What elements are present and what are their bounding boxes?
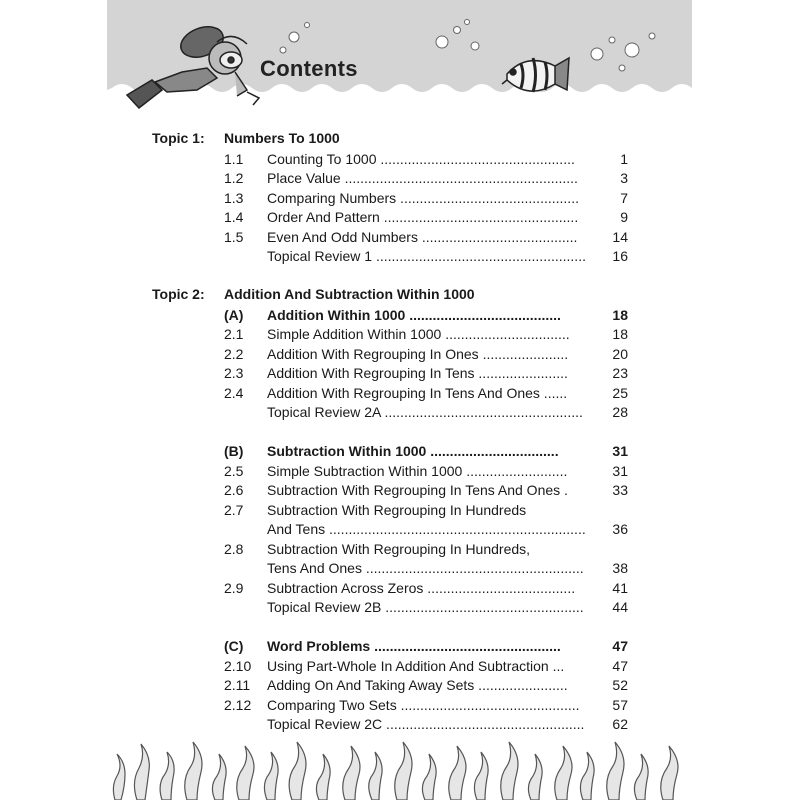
entry-number: 1.3 — [224, 189, 244, 206]
toc-entry[interactable] — [152, 169, 632, 189]
entry-number: 2.6 — [224, 482, 244, 498]
entry-number: 2.2 — [224, 345, 244, 362]
entry-page: 16 — [612, 248, 628, 264]
entry-title: Place Value ............................................................ — [267, 170, 578, 186]
toc-entry[interactable] — [152, 384, 632, 404]
section-title: Addition Within 1000 ....................................... — [267, 306, 561, 323]
entry-title: Subtraction With Regrouping In Hundreds — [267, 501, 527, 518]
toc-entry[interactable] — [152, 462, 632, 482]
toc-entry[interactable] — [152, 696, 632, 716]
entry-number: 2.7 — [224, 501, 244, 518]
spacer — [152, 423, 632, 443]
toc-entry[interactable] — [152, 579, 632, 599]
entry-number: 1.5 — [224, 228, 244, 245]
header-wave-background — [107, 0, 692, 118]
spacer — [152, 267, 632, 287]
seaweed-border — [107, 738, 692, 800]
section-title: Word Problems ................................................ — [267, 638, 561, 654]
entry-page: 23 — [612, 365, 628, 381]
entry-title: Subtraction With Regrouping In Hundreds, — [267, 540, 531, 557]
topic-heading — [152, 286, 632, 306]
section-page: 31 — [612, 443, 628, 459]
topic-label: Topic 2: — [152, 286, 205, 302]
entry-title: Topical Review 2B ................................................... — [267, 599, 584, 615]
entry-page: 28 — [612, 404, 628, 420]
entry-page: 57 — [612, 696, 628, 713]
toc-entry[interactable] — [152, 189, 632, 209]
toc-entry[interactable] — [152, 676, 632, 696]
entry-title: Counting To 1000 .................................................. — [267, 150, 575, 167]
entry-number: 2.9 — [224, 579, 244, 596]
entry-page: 52 — [612, 677, 628, 693]
entry-page: 47 — [612, 657, 628, 674]
entry-page: 41 — [612, 579, 628, 596]
entry-number: 2.11 — [224, 677, 251, 693]
table-of-contents — [152, 130, 632, 735]
toc-entry[interactable] — [152, 364, 632, 384]
entry-title: Tens And Ones ........................................................ — [267, 560, 584, 576]
entry-page: 9 — [620, 209, 628, 225]
entry-page: 36 — [612, 521, 628, 537]
entry-title: Topical Review 2A ................................................... — [267, 404, 583, 420]
entry-number: 2.3 — [224, 365, 244, 381]
entry-title: Order And Pattern .................................................. — [267, 209, 579, 225]
entry-number: 1.4 — [224, 209, 244, 225]
toc-entry[interactable] — [152, 657, 632, 677]
entry-number: 2.10 — [224, 657, 252, 674]
section-letter: (B) — [224, 443, 244, 459]
entry-title: Comparing Numbers .............................................. — [267, 189, 579, 206]
entry-page: 18 — [612, 326, 628, 342]
toc-entry[interactable] — [152, 228, 632, 248]
entry-number: 2.5 — [224, 462, 244, 479]
entry-title: Addition With Regrouping In Ones ...................... — [267, 345, 569, 362]
entry-title: Simple Subtraction Within 1000 .......................... — [267, 462, 568, 479]
section-title: Subtraction Within 1000 ................................. — [267, 443, 559, 459]
entry-page: 38 — [612, 560, 628, 576]
page-header — [107, 0, 692, 118]
entry-title: Adding On And Taking Away Sets ....................... — [267, 677, 568, 693]
entry-page: 7 — [620, 189, 628, 206]
entry-number: 2.1 — [224, 326, 244, 342]
toc-entry[interactable] — [152, 715, 632, 735]
toc-entry[interactable] — [152, 559, 632, 579]
entry-number: 2.4 — [224, 384, 244, 401]
section-page: 18 — [612, 306, 628, 323]
entry-page: 20 — [612, 345, 628, 362]
entry-page: 31 — [612, 462, 628, 479]
entry-page: 1 — [620, 150, 628, 167]
topic-label: Topic 1: — [152, 130, 205, 146]
entry-page: 25 — [612, 384, 628, 401]
toc-entry[interactable] — [152, 150, 632, 170]
entry-title: Using Part-Whole In Addition And Subtraction ... — [267, 657, 565, 674]
toc-entry[interactable] — [152, 345, 632, 365]
section-letter: (A) — [224, 306, 244, 323]
section-heading[interactable] — [152, 306, 632, 326]
section-heading[interactable] — [152, 442, 632, 462]
entry-title: Addition With Regrouping In Tens ....................... — [267, 365, 568, 381]
page-title: Contents — [260, 56, 358, 81]
section-letter: (C) — [224, 638, 244, 654]
document-page — [107, 0, 692, 800]
topic-title: Numbers To 1000 — [224, 130, 340, 146]
entry-page: 62 — [612, 716, 628, 732]
entry-page: 44 — [612, 599, 628, 615]
spacer — [152, 618, 632, 638]
topic-heading — [152, 130, 632, 150]
toc-entry[interactable] — [152, 481, 632, 501]
toc-entry[interactable] — [152, 598, 632, 618]
entry-title: Subtraction Across Zeros ...................................... — [267, 579, 576, 596]
entry-title: Topical Review 1 ...................................................... — [267, 248, 586, 264]
toc-entry[interactable] — [152, 540, 632, 560]
entry-page: 3 — [620, 170, 628, 186]
toc-entry[interactable] — [152, 501, 632, 521]
entry-number: 1.1 — [224, 150, 244, 167]
entry-title: Subtraction With Regrouping In Tens And Ones . — [267, 482, 568, 498]
toc-entry[interactable] — [152, 520, 632, 540]
entry-page: 33 — [612, 482, 628, 498]
toc-entry[interactable] — [152, 208, 632, 228]
entry-title: Topical Review 2C ................................................... — [267, 716, 585, 732]
section-page: 47 — [612, 638, 628, 654]
toc-entry[interactable] — [152, 403, 632, 423]
entry-title: Even And Odd Numbers ........................................ — [267, 228, 578, 245]
toc-entry[interactable] — [152, 247, 632, 267]
entry-title: And Tens .................................................................. — [267, 521, 586, 537]
entry-title: Addition With Regrouping In Tens And Ones ...... — [267, 384, 568, 401]
entry-number: 2.12 — [224, 696, 252, 713]
entry-number: 1.2 — [224, 170, 244, 186]
entry-title: Comparing Two Sets .............................................. — [267, 696, 580, 713]
topic-title: Addition And Subtraction Within 1000 — [224, 286, 475, 302]
section-heading[interactable] — [152, 637, 632, 657]
entry-page: 14 — [612, 228, 628, 245]
toc-entry[interactable] — [152, 325, 632, 345]
entry-title: Simple Addition Within 1000 ................................ — [267, 326, 570, 342]
entry-number: 2.8 — [224, 540, 244, 557]
